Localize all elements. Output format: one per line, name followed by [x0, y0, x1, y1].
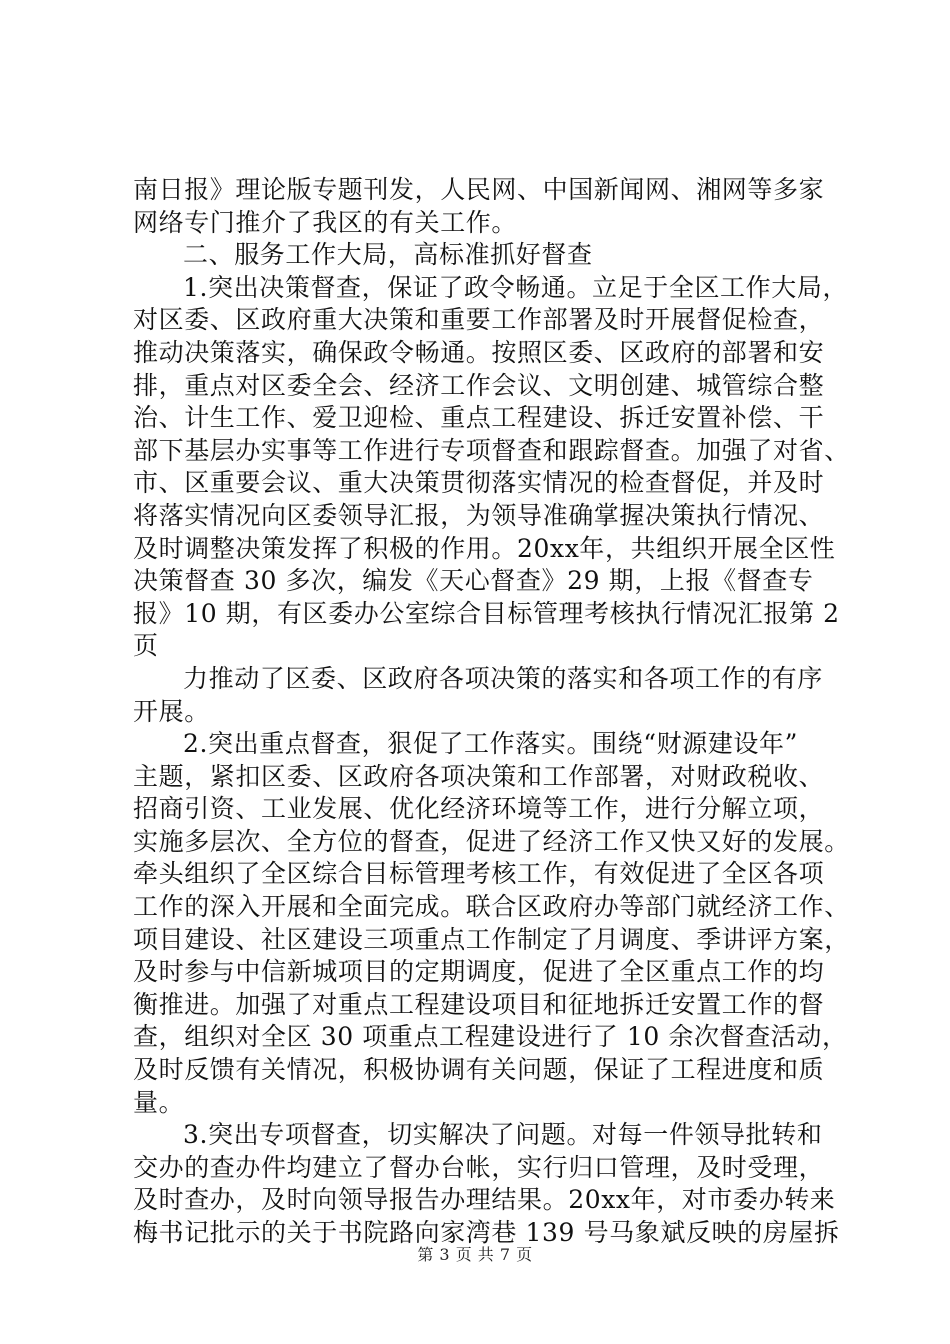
text-line: 2.突出重点督查，狠促了工作落实。围绕“财源建设年” — [183, 729, 799, 759]
text-line: 实施多层次、全方位的督查，促进了经济工作又快又好的发展。 — [133, 826, 850, 856]
text-line: 开展。 — [133, 696, 210, 726]
text-line: 二、服务工作大局，高标准抓好督查 — [183, 240, 593, 270]
text-line: 及时查办，及时向领导报告办理结果。20xx年，对市委办转来 — [133, 1185, 836, 1215]
text-line: 报》10 期，有区委办公室综合目标管理考核执行情况汇报第 2 — [133, 598, 840, 628]
text-line: 部下基层办实事等工作进行专项督查和跟踪督查。加强了对省、 — [133, 435, 850, 465]
text-line: 力推动了区委、区政府各项决策的落实和各项工作的有序 — [183, 663, 824, 693]
text-line: 决策督查 30 多次，编发《天心督查》29 期，上报《督查专 — [133, 566, 814, 596]
text-line: 量。 — [133, 1087, 185, 1117]
text-line: 3.突出专项督查，切实解决了问题。对每一件领导批转和 — [183, 1120, 823, 1150]
text-line: 主题，紧扣区委、区政府各项决策和工作部署，对财政税收、 — [133, 761, 825, 791]
text-line: 市、区重要会议、重大决策贯彻落实情况的检查督促，并及时 — [133, 468, 825, 498]
text-line: 网络专门推介了我区的有关工作。 — [133, 207, 518, 237]
text-line: 治、计生工作、爱卫迎检、重点工程建设、拆迁安置补偿、干 — [133, 403, 825, 433]
text-line: 及时调整决策发挥了积极的作用。20xx年，共组织开展全区性 — [133, 533, 836, 563]
text-line: 衡推进。加强了对重点工程建设项目和征地拆迁安置工作的督 — [133, 989, 825, 1019]
text-line: 南日报》理论版专题刊发，人民网、中国新闻网、湘网等多家 — [133, 175, 825, 204]
text-line: 及时反馈有关情况，积极协调有关问题，保证了工程进度和质 — [133, 1055, 825, 1085]
page-footer: 第 3 页 共 7 页 — [417, 1245, 533, 1264]
text-line: 梅书记批示的关于书院路向家湾巷 139 号马象斌反映的房屋拆 — [133, 1218, 840, 1247]
text-line: 工作的深入开展和全面完成。联合区政府办等部门就经济工作、 — [133, 892, 850, 922]
text-line: 推动决策落实，确保政令畅通。按照区委、区政府的部署和安 — [133, 337, 825, 367]
text-line: 项目建设、社区建设三项重点工作制定了月调度、季讲评方案， — [133, 924, 850, 954]
text-line: 及时参与中信新城项目的定期调度，促进了全区重点工作的均 — [133, 957, 825, 987]
text-line: 查，组织对全区 30 项重点工程建设进行了 10 余次督查活动， — [133, 1022, 848, 1052]
text-line: 牵头组织了全区综合目标管理考核工作，有效促进了全区各项 — [133, 859, 825, 889]
text-line: 页 — [133, 631, 159, 661]
text-line: 对区委、区政府重大决策和重要工作部署及时开展督促检查， — [133, 305, 825, 335]
text-line: 1.突出决策督查，保证了政令畅通。立足于全区工作大局， — [183, 272, 849, 302]
text-line: 排，重点对区委全会、经济工作会议、文明创建、城管综合整 — [133, 370, 825, 400]
text-line: 交办的查办件均建立了督办台帐，实行归口管理，及时受理， — [133, 1152, 825, 1182]
document-body — [133, 174, 850, 1250]
text-line: 将落实情况向区委领导汇报，为领导准确掌握决策执行情况、 — [133, 500, 825, 530]
text-line: 招商引资、工业发展、优化经济环境等工作，进行分解立项， — [133, 794, 825, 824]
